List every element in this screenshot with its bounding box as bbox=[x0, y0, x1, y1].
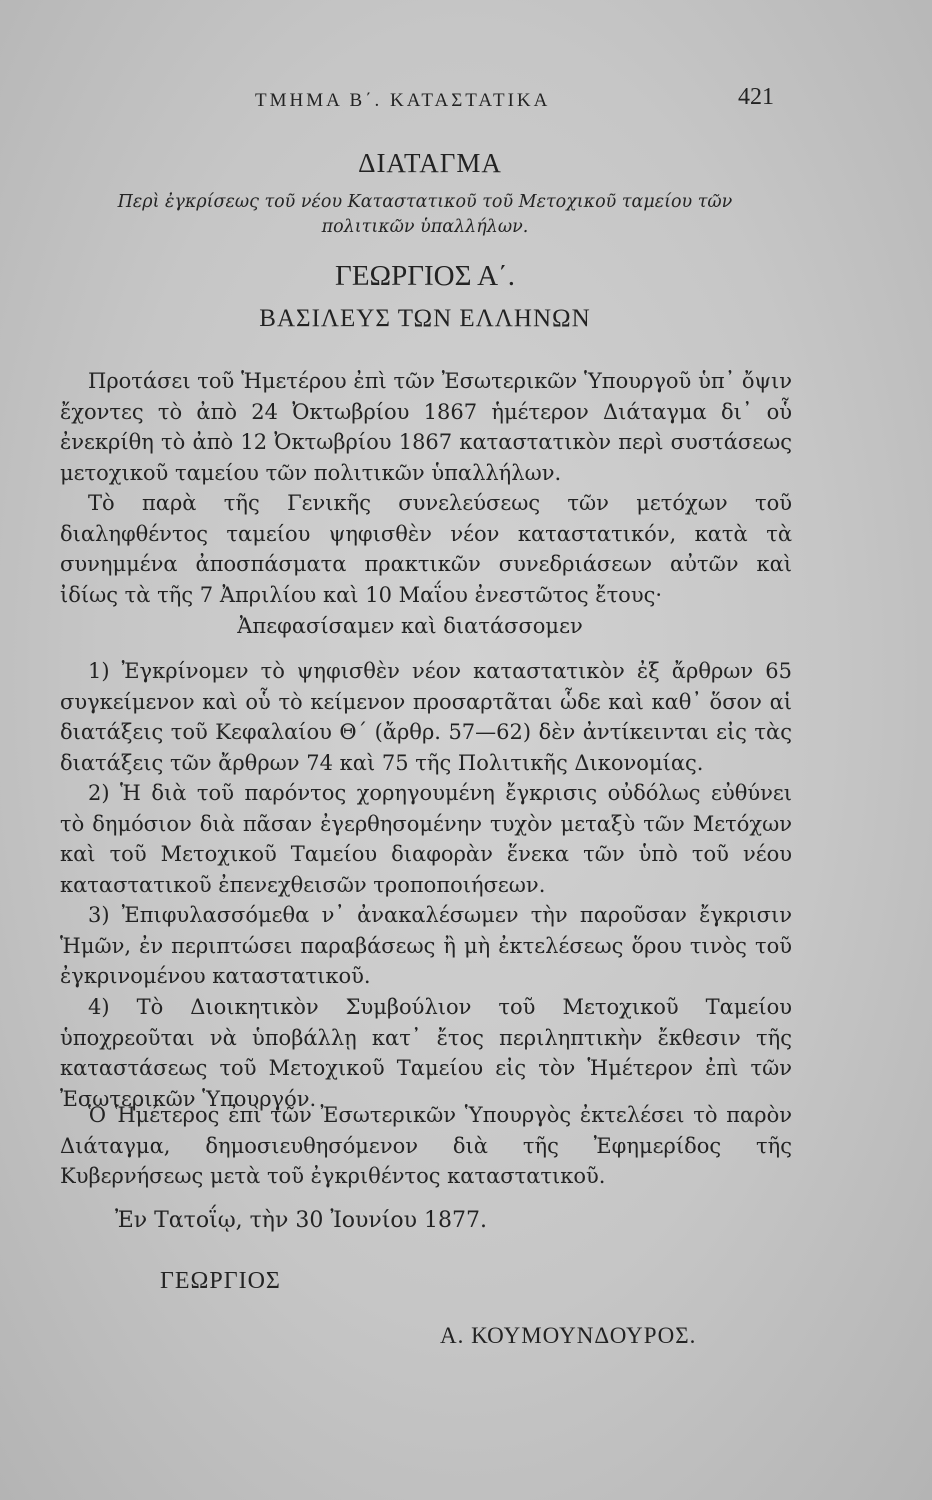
article-4: 4) Τὸ Διοικητικὸν Συμβούλιον τοῦ Μετοχικοῦ Ταμείου ὑποχρεοῦται νὰ ὑποβάλλῃ κατ᾽ ἔτος περιληπτικὴν ἔκθεσιν τῆς καταστάσεως τοῦ Μετοχικοῦ Ταμείου εἰς τὸν Ἡμέτερον ἐπὶ τῶν Ἐσωτερικῶν Ὑπουργόν. bbox=[60, 995, 792, 1111]
king-title: ΒΑΣΙΛΕΥΣ ΤΩΝ ΕΛΛΗΝΩΝ bbox=[259, 305, 591, 332]
decree-title: ΔΙΑΤΑΓΜΑ bbox=[358, 148, 502, 178]
date-line: Ἐν Τατοΐῳ, τὴν 30 Ἰουνίου 1877. bbox=[115, 1208, 488, 1233]
page-number: 421 bbox=[738, 84, 774, 110]
article-1: 1) Ἐγκρίνομεν τὸ ψηφισθὲν νέον καταστατικὸν ἐξ ἄρθρων 65 συγκείμενον καὶ οὗ τὸ κείμενον προσαρτᾶται ὧδε καὶ καθ᾽ ὅσον αἱ διατάξεις τοῦ Κεφαλαίου Θ΄ (ἄρθρ. 57—62) δὲν ἀντίκεινται εἰς τὰς διατάξεις τῶν ἄρθρων 74 καὶ 75 τῆς Πολιτικῆς Δικονομίας. bbox=[60, 659, 792, 775]
signature-minister: Α. ΚΟΥΜΟΥΝΔΟΥΡΟΣ. bbox=[440, 1323, 697, 1348]
article-3: 3) Ἐπιφυλασσόμεθα ν᾽ ἀνακαλέσωμεν τὴν παροῦσαν ἔγκρισιν Ἡμῶν, ἐν περιπτώσει παραβάσεως ἢ μὴ ἐκτελέσεως ὅρου τινὸς τοῦ ἐγκρινομένου καταστατικοῦ. bbox=[60, 903, 792, 988]
article-2: 2) Ἡ διὰ τοῦ παρόντος χορηγουμένη ἔγκρισις οὐδόλως εὐθύνει τὸ δημόσιον διὰ πᾶσαν ἐγερθησομένην τυχὸν μεταξὺ τῶν Μετόχων καὶ τοῦ Μετοχικοῦ Ταμείου διαφορὰν ἕνεκα τῶν ὑπὸ τοῦ νέου καταστατικοῦ ἐπενεχθεισῶν τροποποιήσεων. bbox=[60, 781, 792, 897]
running-head: ΤΜΗΜΑ Β΄. ΚΑΤΑΣΤΑΤΙΚΑ bbox=[255, 90, 551, 111]
signature-king: ΓΕΩΡΓΙΟΣ bbox=[160, 1268, 281, 1294]
resolution-line: Ἀπεφασίσαμεν καὶ διατάσσομεν bbox=[237, 614, 583, 638]
closing-paragraph: Ὁ Ἡμέτερος ἐπὶ τῶν Ἐσωτερικῶν Ὑπουργὸς ἐκτελέσει τὸ παρὸν Διάταγμα, δημοσιευθησόμενον διὰ τῆς Ἐφημερίδος τῆς Κυβερνήσεως μετὰ τοῦ ἐγκριθέντος καταστατικοῦ. bbox=[60, 1103, 792, 1188]
preamble-paragraph-2: Τὸ παρὰ τῆς Γενικῆς συνελεύσεως τῶν μετόχων τοῦ διαληφθέντος ταμείου ψηφισθὲν νέον καταστατικόν, κατὰ τὰ συνημμένα ἀποσπάσματα πρακτικῶν συνεδριάσεων αὐτῶν καὶ ἰδίως τὰ τῆς 7 Ἀπριλίου καὶ 10 Μαΐου ἐνεστῶτος ἔτους· bbox=[60, 491, 792, 607]
king-name: ΓΕΩΡΓΙΟΣ Α΄. bbox=[335, 260, 515, 292]
preamble-paragraph-1: Προτάσει τοῦ Ἡμετέρου ἐπὶ τῶν Ἐσωτερικῶν Ὑπουργοῦ ὑπ᾽ ὄψιν ἔχοντες τὸ ἀπὸ 24 Ὀκτωβρίου 1867 ἡμέτερον Διάταγμα δι᾽ οὗ ἐνεκρίθη τὸ ἀπὸ 12 Ὀκτωβρίου 1867 καταστατικὸν περὶ συστάσεως μετοχικοῦ ταμείου τῶν πολιτικῶν ὑπαλλήλων. bbox=[60, 369, 792, 485]
decree-subtitle: Περὶ ἐγκρίσεως τοῦ νέου Καταστατικοῦ τοῦ Μετοχικοῦ ταμείου τῶν πολιτικῶν ὑπαλλήλων. bbox=[117, 192, 733, 237]
